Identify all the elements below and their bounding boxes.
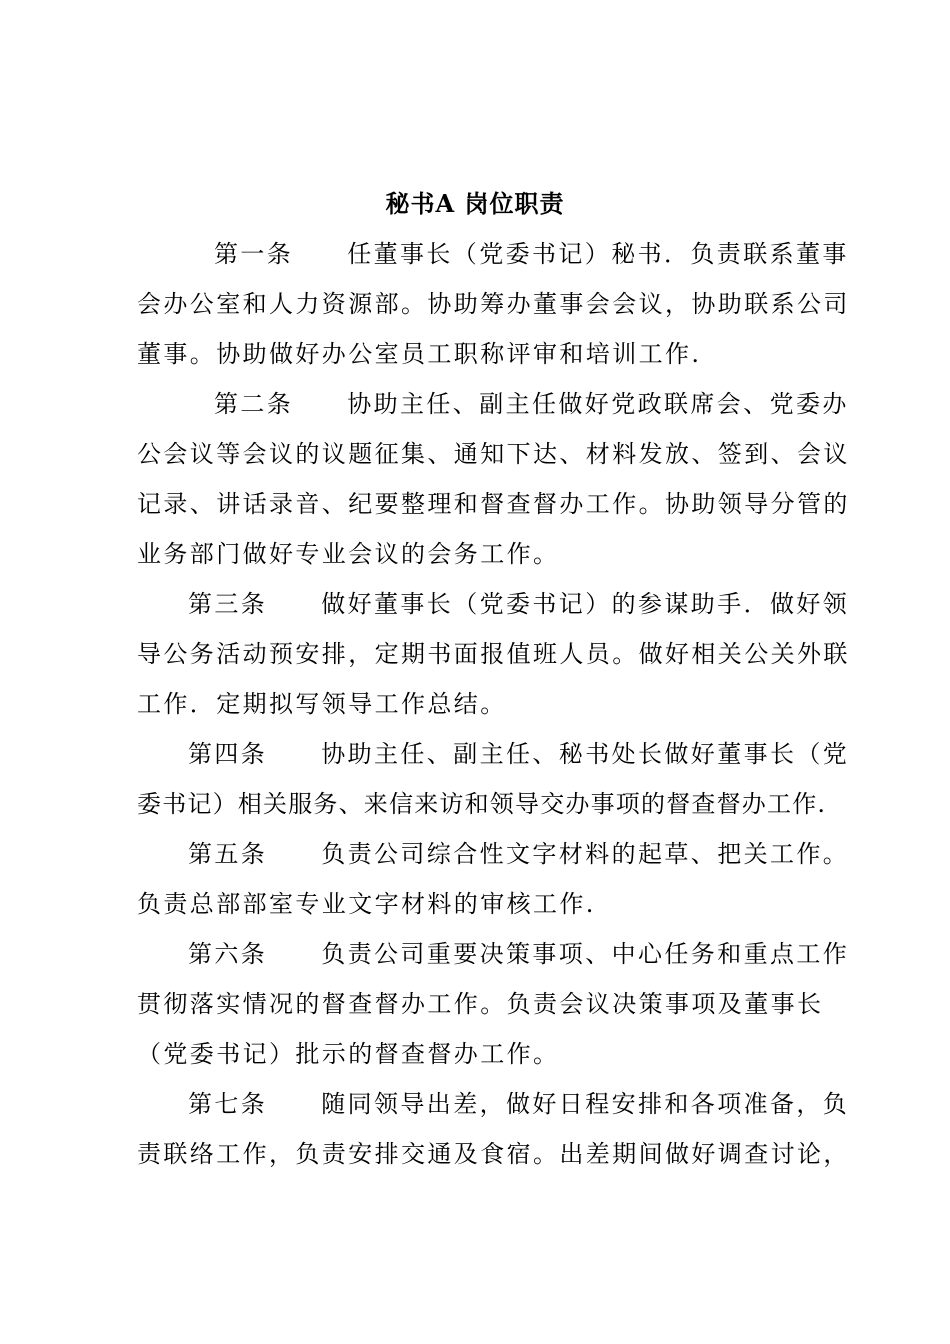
- article-1-line-3: 董事。协助做好办公室员工职称评审和培训工作.: [137, 340, 702, 368]
- article-1-number: 第一条: [214, 240, 294, 268]
- article-6-text-1: 负责公司重要决策事项、中心任务和重点工作: [321, 940, 850, 968]
- article-3-line-1: [188, 584, 850, 624]
- article-3-number: 第三条: [188, 590, 268, 618]
- article-1-line-1: [214, 234, 849, 274]
- article-3-line-2: 导公务活动预安排，定期书面报值班人员。做好相关公关外联: [137, 640, 850, 668]
- article-2-number: 第二条: [214, 390, 294, 418]
- article-2-text-1: 协助主任、副主任做好党政联席会、党委办: [347, 390, 849, 418]
- article-5-number: 第五条: [188, 840, 268, 868]
- article-5-line-2: 负责总部部室专业文字材料的审核工作.: [137, 890, 596, 918]
- article-7-line-2: 责联络工作，负责安排交通及食宿。出差期间做好调查讨论，: [137, 1140, 850, 1168]
- article-6-number: 第六条: [188, 940, 268, 968]
- article-3-text-1: 做好董事长（党委书记）的参谋助手．做好领: [321, 590, 850, 618]
- article-2-line-4: 业务部门做好专业会议的会务工作。: [137, 540, 560, 568]
- article-2-line-3: 记录、讲话录音、纪要整理和督查督办工作。协助领导分管的: [137, 490, 850, 518]
- article-3-line-3: 工作．定期拟写领导工作总结。: [137, 690, 507, 718]
- article-2-line-2: 公会议等会议的议题征集、通知下达、材料发放、签到、会议: [137, 440, 850, 468]
- article-6-line-1: [188, 934, 850, 974]
- document-title: 秘书A 岗位职责: [385, 189, 565, 218]
- article-4-line-2: 委书记）相关服务、来信来访和领导交办事项的督查督办工作.: [137, 790, 827, 818]
- article-7-line-1: [188, 1084, 850, 1124]
- article-4-line-1: [188, 734, 850, 774]
- article-4-text-1: 协助主任、副主任、秘书处长做好董事长（党: [321, 740, 850, 768]
- article-7-number: 第七条: [188, 1090, 268, 1118]
- article-7-text-1: 随同领导出差，做好日程安排和各项准备，负: [321, 1090, 850, 1118]
- article-4-number: 第四条: [188, 740, 268, 768]
- article-6-line-2: 贯彻落实情况的督查督办工作。负责会议决策事项及董事长: [137, 990, 824, 1018]
- article-5-line-1: [188, 834, 850, 874]
- article-2-line-1: [214, 384, 849, 424]
- article-6-line-3: （党委书记）批示的督查督办工作。: [137, 1040, 560, 1068]
- article-5-text-1: 负责公司综合性文字材料的起草、把关工作。: [321, 840, 850, 868]
- article-1-line-2: 会办公室和人力资源部。协助筹办董事会会议，协助联系公司: [137, 290, 850, 318]
- article-1-text-1: 任董事长（党委书记）秘书．负责联系董事: [347, 240, 849, 268]
